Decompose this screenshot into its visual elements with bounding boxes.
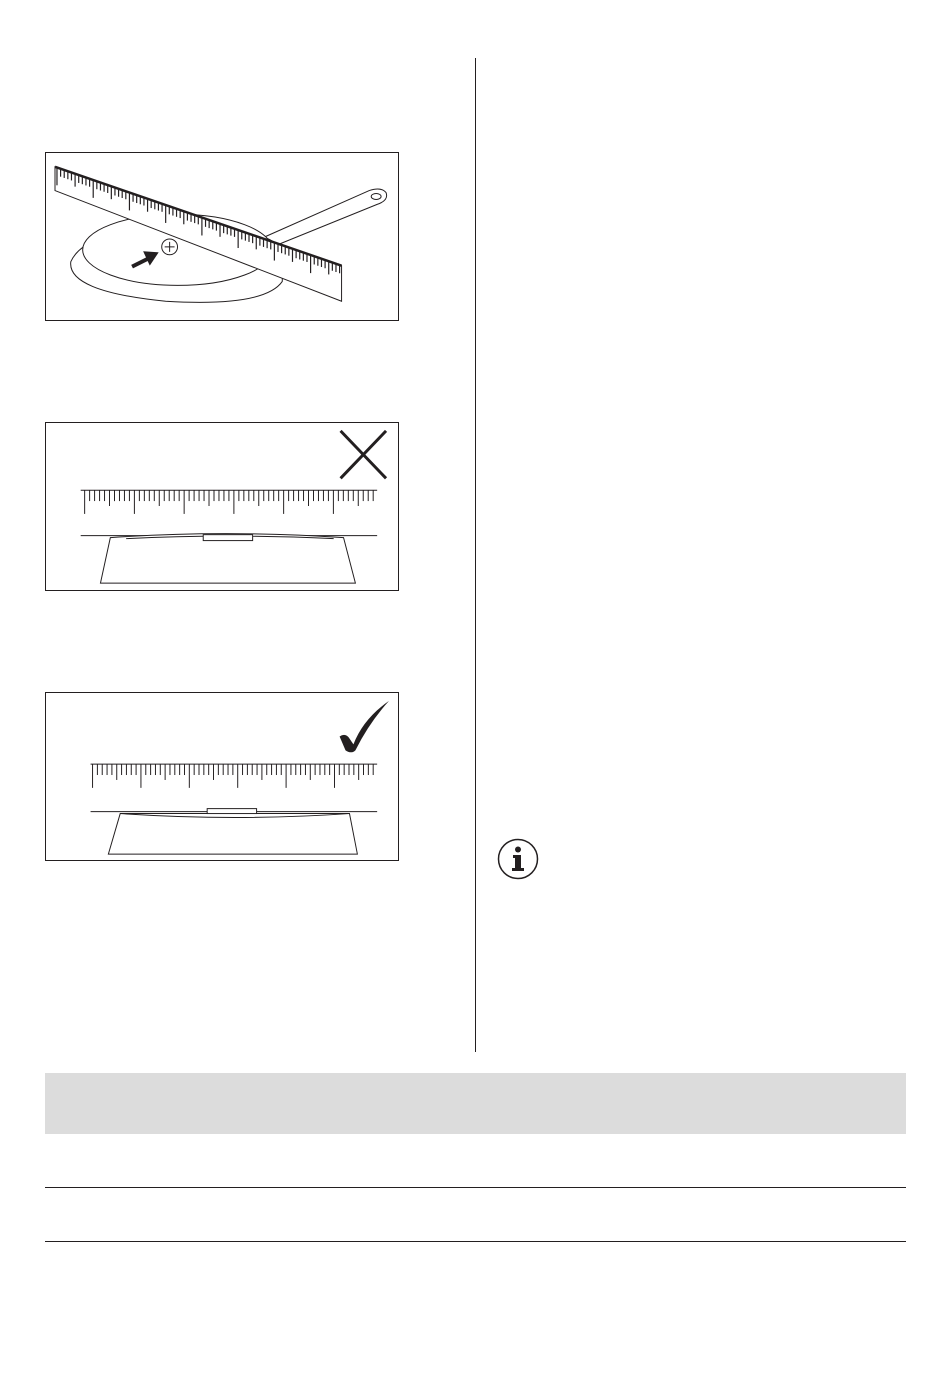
correct-base-illustration xyxy=(46,693,398,860)
table-rule xyxy=(45,1241,906,1242)
check-icon xyxy=(340,701,389,752)
wrong-base-illustration xyxy=(46,423,398,590)
figure-ruler-on-pan xyxy=(45,152,399,321)
section-heading-band xyxy=(45,1073,906,1134)
pan-outline xyxy=(100,534,355,583)
info-icon xyxy=(497,838,539,880)
pan-outline xyxy=(108,809,357,854)
cross-icon xyxy=(341,431,386,478)
ruler-scale xyxy=(81,490,377,514)
ruler-on-pan-illustration xyxy=(46,153,398,320)
figure-correct-pan-base xyxy=(45,692,399,861)
pan-handle xyxy=(264,189,386,247)
ruler-scale xyxy=(91,764,378,788)
table-rule xyxy=(45,1187,906,1188)
figure-wrong-pan-base xyxy=(45,422,399,591)
column-divider xyxy=(475,58,476,1052)
